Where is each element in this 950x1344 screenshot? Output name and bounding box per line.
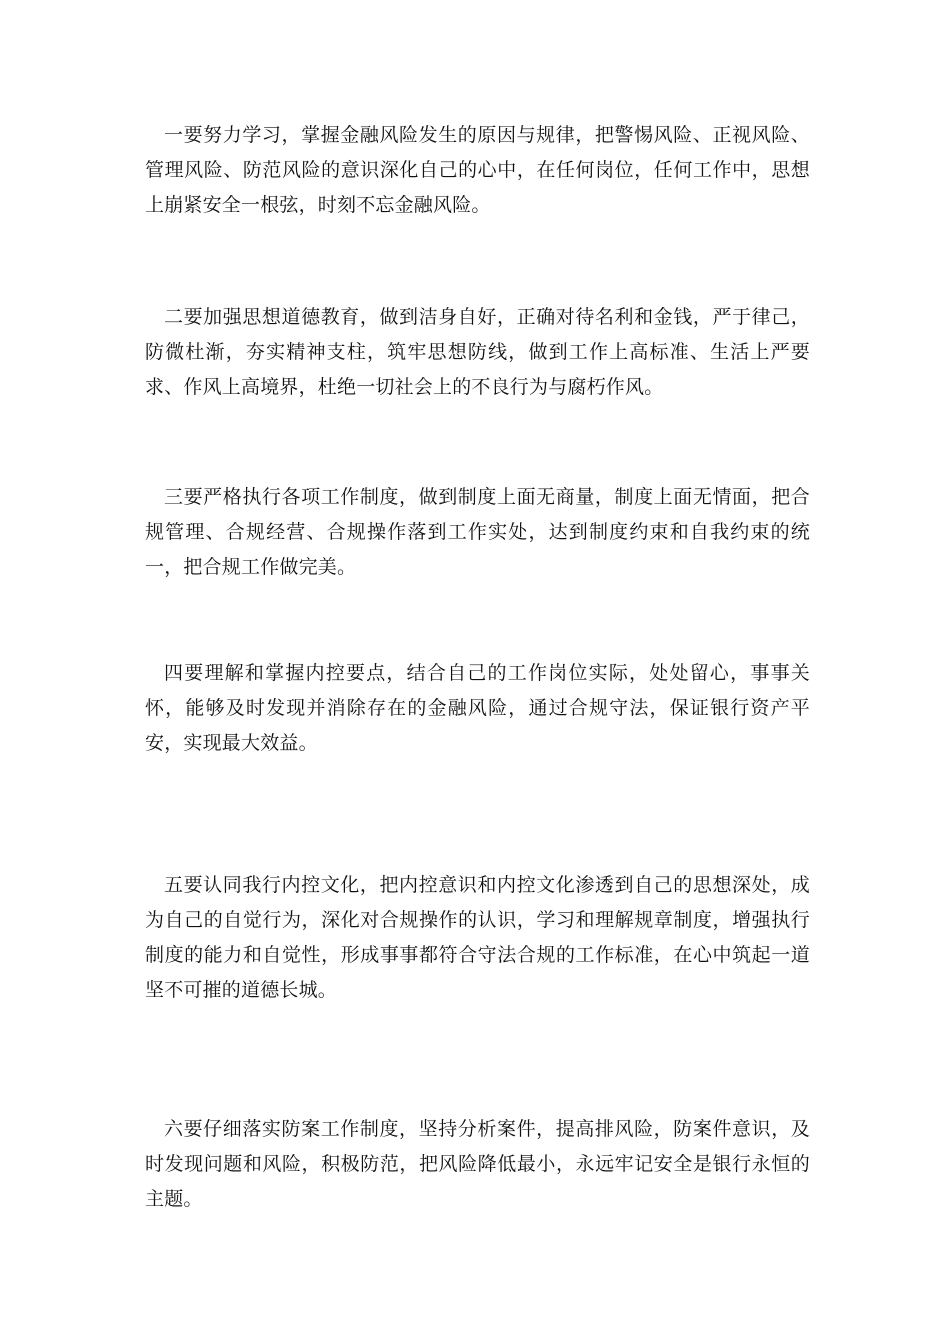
paragraph-2: 二要加强思想道德教育，做到洁身自好，正确对待名利和金钱，严于律己，防微杜渐，夯实精神支柱，筑牢思想防线，做到工作上高标准、生活上严要求、作风上高境界，杜绝一切社会上的不良行为与腐朽作风。 [145, 306, 810, 398]
paragraph-1: 一要努力学习，掌握金融风险发生的原因与规律，把警惕风险、正视风险、管理风险、防范风险的意识深化自己的心中，在任何岗位，任何工作中，思想上崩紧安全一根弦，时刻不忘金融风险。 [145, 124, 810, 216]
paragraph-4: 四要理解和掌握内控要点，结合自己的工作岗位实际，处处留心，事事关怀，能够及时发现并消除存在的金融风险，通过合规守法，保证银行资产平安，实现最大效益。 [145, 662, 810, 754]
paragraph-5: 五要认同我行内控文化，把内控意识和内控文化渗透到自己的思想深处，成为自己的自觉行为，深化对合规操作的认识，学习和理解规章制度，增强执行制度的能力和自觉性，形成事事都符合守法合规的工作标准，在心中筑起一道坚不可摧的道德长城。 [145, 874, 810, 1001]
paragraph-6: 六要仔细落实防案工作制度，坚持分析案件，提高排风险，防案件意识，及时发现问题和风险，积极防范，把风险降低最小，永远牢记安全是银行永恒的主题。 [145, 1118, 810, 1210]
paragraph-3: 三要严格执行各项工作制度，做到制度上面无商量，制度上面无情面，把合规管理、合规经营、合规操作落到工作实处，达到制度约束和自我约束的统一，把合规工作做完美。 [145, 486, 810, 578]
